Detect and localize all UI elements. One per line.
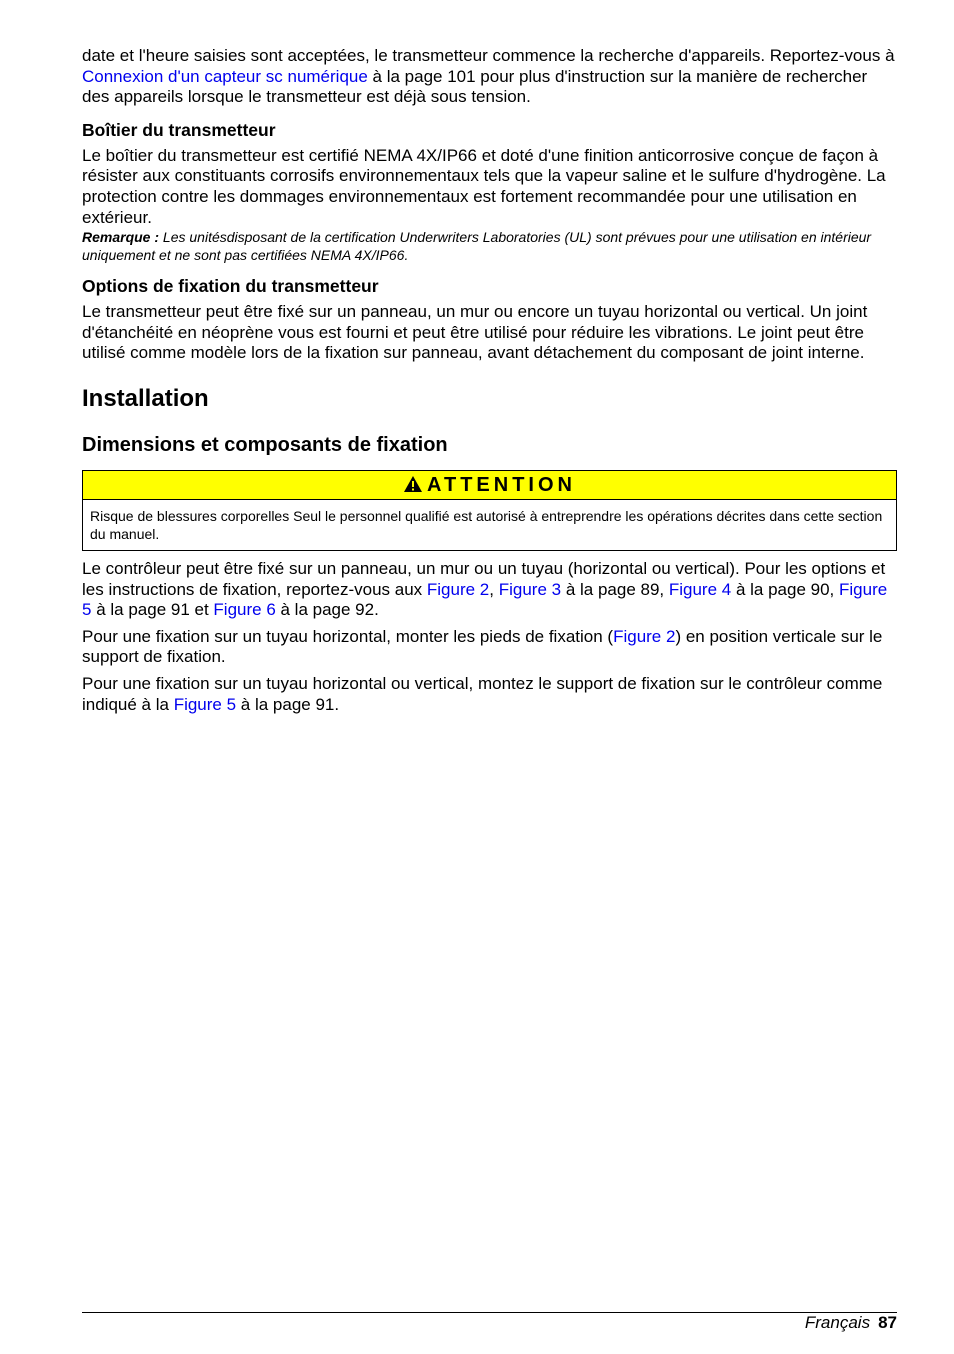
section-title: Installation [82, 384, 209, 412]
link-figure-5[interactable]: Figure 5 [173, 694, 237, 714]
link-figure-4[interactable]: Figure 4 [668, 579, 732, 599]
text: Pour une fixation sur un tuyau horizontal, monter les pieds de fixation ( [82, 626, 614, 646]
mounting-paragraph [82, 559, 897, 621]
link-figure-5[interactable]: Figure 5 [82, 579, 888, 620]
attention-box [82, 470, 897, 551]
text: à la page 92. [275, 600, 379, 620]
text: à la page 89, [561, 579, 669, 599]
text: , [489, 579, 499, 599]
text: Le contrôleur peut être fixé sur un panneau, un mur ou un tuyau (horizontal ou vertical). Pour les options et les instructions de fixation, reportez-vous aux [82, 558, 886, 599]
pipe-mount-paragraph [82, 674, 897, 715]
footer-text [805, 1313, 897, 1333]
text: à la page 90, [731, 579, 839, 599]
link-figure-3[interactable]: Figure 3 [498, 579, 562, 599]
boitier-body: Le boîtier du transmetteur est certifié NEMA 4X/IP66 et doté d'une finition anticorrosive conçue de façon à résister aux constituants corrosifs environnementaux tels que la vapeur saline et le sulfure d'hydrogène. La protection contre les dommages environnementaux est fortement recommandée pour une utilisation en extérieur. [82, 145, 886, 227]
link-figure-2[interactable]: Figure 2 [426, 579, 490, 599]
text: à la page 101 pour plus d'instruction sur la manière de rechercher des appareils lorsque le transmetteur est déjà sous tension. [82, 66, 868, 107]
options-body: Le transmetteur peut être fixé sur un panneau, un mur ou encore un tuyau horizontal ou vertical. Un joint d'étanchéité en néoprène vous est fourni et peut être utilisé pour réduire les vibrations. Le joint peut être utilisé comme modèle lors de la fixation sur panneau, avant détachement du composant de joint interne. [82, 302, 868, 363]
text: ) en position verticale sur le support de fixation. [82, 626, 883, 667]
horizontal-pipe-paragraph [82, 627, 897, 668]
text: à la page 91 et [91, 600, 214, 620]
attention-label: ATTENTION [427, 473, 576, 496]
note-label: Remarque : [82, 229, 160, 246]
options-heading: Options de fixation du transmetteur [82, 276, 379, 297]
page-footer [82, 1312, 897, 1332]
page-number: 87 [878, 1313, 897, 1332]
attention-body: Risque de blessures corporelles Seul le personnel qualifié est autorisé à entreprendre les opérations décrites dans cette section du manuel. [90, 507, 883, 542]
text: Pour une fixation sur un tuyau horizontal ou vertical, montez le support de fixation sur le contrôleur comme indiqué à la [82, 673, 883, 714]
boitier-note [82, 228, 897, 264]
warning-triangle-icon [403, 473, 423, 501]
link-connexion-capteur[interactable]: Connexion d'un capteur sc numérique [82, 66, 368, 86]
page-content [82, 46, 897, 715]
attention-header [83, 471, 896, 500]
note-text: Les unitésdisposant de la certification Underwriters Laboratories (UL) sont prévues pour une utilisation en intérieur uniquement et ne sont pas certifiées NEMA 4X/IP66. [82, 229, 872, 264]
boitier-heading: Boîtier du transmetteur [82, 119, 276, 140]
text: date et l'heure saisies sont acceptées, le transmetteur commence la recherche d'appareils. Reportez-vous à [82, 46, 895, 65]
link-figure-2[interactable]: Figure 2 [613, 626, 676, 646]
section-subtitle: Dimensions et composants de fixation [82, 433, 448, 456]
footer-language: Français [804, 1313, 871, 1332]
text: à la page 91. [236, 694, 340, 714]
intro-paragraph [82, 46, 897, 108]
link-figure-6[interactable]: Figure 6 [213, 600, 276, 620]
